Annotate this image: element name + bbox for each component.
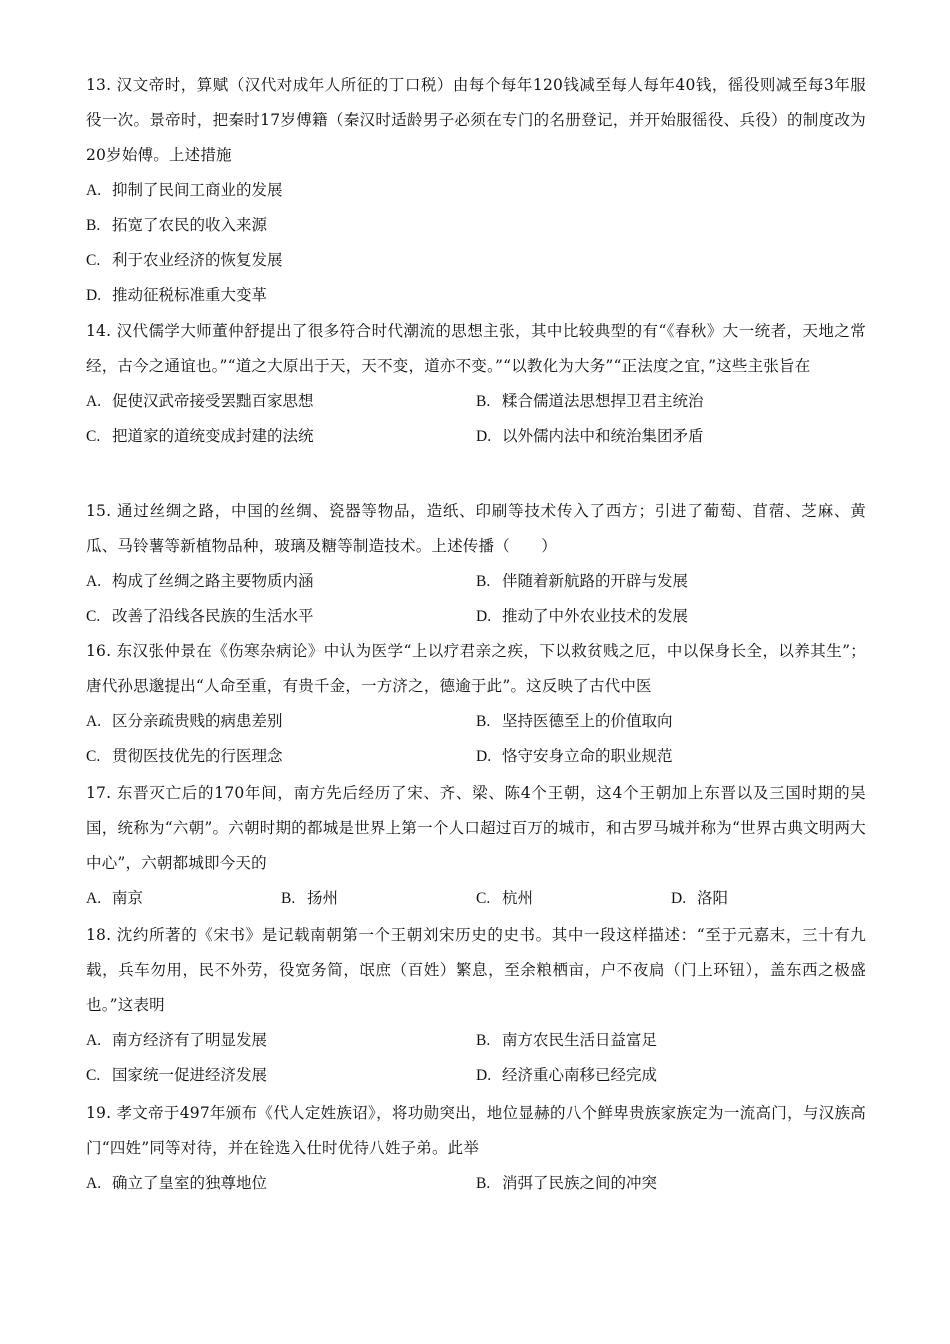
- option-b[interactable]: [476, 564, 866, 599]
- option-letter: C.: [86, 608, 101, 625]
- option-a[interactable]: [86, 1023, 476, 1058]
- option-a[interactable]: [86, 881, 281, 916]
- option-text: 南方经济有了明显发展: [112, 1031, 268, 1049]
- option-text: 糅合儒道法思想捍卫君主统治: [502, 392, 704, 410]
- option-d[interactable]: [476, 599, 866, 634]
- options: [86, 1023, 866, 1093]
- option-text: 改善了沿线各民族的生活水平: [112, 607, 314, 625]
- question-stem: 14. 汉代儒学大师董仲舒提出了很多符合时代潮流的思想主张，其中比较典型的有“《春秋》大一统者，天地之常经，古今之通谊也。”“道之大原出于天，天不变，道亦不变。”“以教化为大务”“正法度之宜，”这些主张旨在: [86, 322, 866, 375]
- option-letter: D.: [476, 1067, 492, 1084]
- option-letter: A.: [86, 182, 102, 199]
- option-letter: B.: [476, 1175, 491, 1192]
- option-letter: A.: [86, 573, 102, 590]
- option-text: 消弭了民族之间的冲突: [502, 1174, 658, 1192]
- option-text: 南京: [112, 889, 144, 907]
- option-a[interactable]: [86, 1166, 476, 1201]
- option-b[interactable]: [476, 384, 866, 419]
- options: [86, 704, 866, 774]
- question-13: [86, 68, 866, 313]
- option-a[interactable]: [86, 564, 476, 599]
- option-letter: A.: [86, 890, 102, 907]
- option-d[interactable]: [86, 278, 866, 313]
- option-c[interactable]: [86, 419, 476, 454]
- option-a[interactable]: [86, 173, 866, 208]
- question-stem: 17. 东晋灭亡后的170年间，南方先后经历了宋、齐、梁、陈4个王朝，这4个王朝加上东晋以及三国时期的吴国，统称为“六朝”。六朝时期的都城是世界上第一个人口超过百万的城市，和古罗马城并称为“世界古典文明两大中心”，六朝都城即今天的: [86, 784, 866, 872]
- option-letter: D.: [476, 428, 492, 445]
- question-15: [86, 494, 866, 634]
- option-text: 拓宽了农民的收入来源: [112, 216, 268, 234]
- option-letter: B.: [281, 890, 296, 907]
- option-letter: A.: [86, 393, 102, 410]
- question-stem: 13. 汉文帝时，算赋（汉代对成年人所征的丁口税）由每个每年120钱减至每人每年40钱，徭役则减至每3年服役一次。景帝时，把秦时17岁傅籍（秦汉时适龄男子必须在专门的名册登记，并开始服徭役、兵役）的制度改为20岁始傅。上述措施: [86, 76, 866, 164]
- option-letter: A.: [86, 713, 102, 730]
- option-text: 利于农业经济的恢复发展: [112, 251, 283, 269]
- option-text: 区分亲疏贵贱的病患差别: [112, 712, 283, 730]
- option-text: 坚持医德至上的价值取向: [502, 712, 673, 730]
- option-text: 经济重心南移已经完成: [502, 1066, 658, 1084]
- option-a[interactable]: [86, 704, 476, 739]
- option-letter: D.: [476, 748, 492, 765]
- option-c[interactable]: [86, 739, 476, 774]
- option-letter: D.: [86, 287, 102, 304]
- option-d[interactable]: [476, 419, 866, 454]
- option-text: 恪守安身立命的职业规范: [502, 747, 673, 765]
- option-b[interactable]: [476, 1023, 866, 1058]
- options: [86, 881, 866, 916]
- option-letter: C.: [476, 890, 491, 907]
- option-text: 扬州: [307, 889, 339, 907]
- option-letter: B.: [476, 573, 491, 590]
- option-b[interactable]: [86, 208, 866, 243]
- question-stem: 16. 东汉张仲景在《伤寒杂病论》中认为医学“上以疗君亲之疾，下以救贫贱之厄，中以保身长全，以养其生”；唐代孙思邈提出“人命至重，有贵千金，一方济之，德逾于此”。这反映了古代中医: [86, 642, 866, 695]
- options: [86, 384, 866, 454]
- option-text: 推动了中外农业技术的发展: [502, 607, 689, 625]
- question-19: [86, 1096, 866, 1201]
- option-d[interactable]: [671, 881, 866, 916]
- option-text: 贯彻医技优先的行医理念: [112, 747, 283, 765]
- option-letter: C.: [86, 748, 101, 765]
- option-letter: A.: [86, 1032, 102, 1049]
- option-d[interactable]: [476, 739, 866, 774]
- options: [86, 564, 866, 634]
- option-text: 洛阳: [697, 889, 729, 907]
- option-c[interactable]: [86, 599, 476, 634]
- option-text: 杭州: [502, 889, 534, 907]
- question-stem: 15. 通过丝绸之路，中国的丝绸、瓷器等物品，造纸、印刷等技术传入了西方；引进了葡萄、苜蓿、芝麻、黄瓜、马铃薯等新植物品种，玻璃及糖等制造技术。上述传播（ ）: [86, 502, 866, 555]
- option-text: 南方农民生活日益富足: [502, 1031, 658, 1049]
- option-d[interactable]: [476, 1058, 866, 1093]
- question-stem: 19. 孝文帝于497年颁布《代人定姓族诏》，将功勋突出，地位显赫的八个鲜卑贵族家族定为一流高门，与汉族高门“四姓”同等对待，并在铨选入仕时优待八姓子弟。此举: [86, 1104, 866, 1157]
- option-letter: B.: [476, 713, 491, 730]
- option-text: 伴随着新航路的开辟与发展: [502, 572, 689, 590]
- option-letter: A.: [86, 1175, 102, 1192]
- option-text: 国家统一促进经济发展: [112, 1066, 268, 1084]
- option-c[interactable]: [86, 1058, 476, 1093]
- option-text: 促使汉武帝接受罢黜百家思想: [112, 392, 314, 410]
- option-a[interactable]: [86, 384, 476, 419]
- option-letter: C.: [86, 1067, 101, 1084]
- option-letter: B.: [476, 1032, 491, 1049]
- option-b[interactable]: [476, 1166, 866, 1201]
- option-c[interactable]: [86, 243, 866, 278]
- option-text: 抑制了民间工商业的发展: [112, 181, 283, 199]
- question-14: [86, 314, 866, 454]
- option-text: 推动征税标准重大变革: [112, 286, 268, 304]
- question-18: [86, 918, 866, 1093]
- option-text: 构成了丝绸之路主要物质内涵: [112, 572, 314, 590]
- option-text: 以外儒内法中和统治集团矛盾: [502, 427, 704, 445]
- question-16: [86, 634, 866, 774]
- option-letter: B.: [86, 217, 101, 234]
- option-text: 把道家的道统变成封建的法统: [112, 427, 314, 445]
- option-c[interactable]: [476, 881, 671, 916]
- option-letter: B.: [476, 393, 491, 410]
- option-letter: D.: [671, 890, 687, 907]
- options: [86, 173, 866, 313]
- option-b[interactable]: [281, 881, 476, 916]
- question-17: [86, 776, 866, 916]
- option-b[interactable]: [476, 704, 866, 739]
- option-letter: C.: [86, 252, 101, 269]
- question-stem: 18. 沈约所著的《宋书》是记载南朝第一个王朝刘宋历史的史书。其中一段这样描述：“至于元嘉末，三十有九载，兵车勿用，民不外劳，役宽务简，氓庶（百姓）繁息，至余粮栖亩，户不夜扃（门上环钮），盖东西之极盛也。”这表明: [86, 926, 866, 1014]
- option-letter: C.: [86, 428, 101, 445]
- option-letter: D.: [476, 608, 492, 625]
- options: [86, 1166, 866, 1201]
- option-text: 确立了皇室的独尊地位: [112, 1174, 268, 1192]
